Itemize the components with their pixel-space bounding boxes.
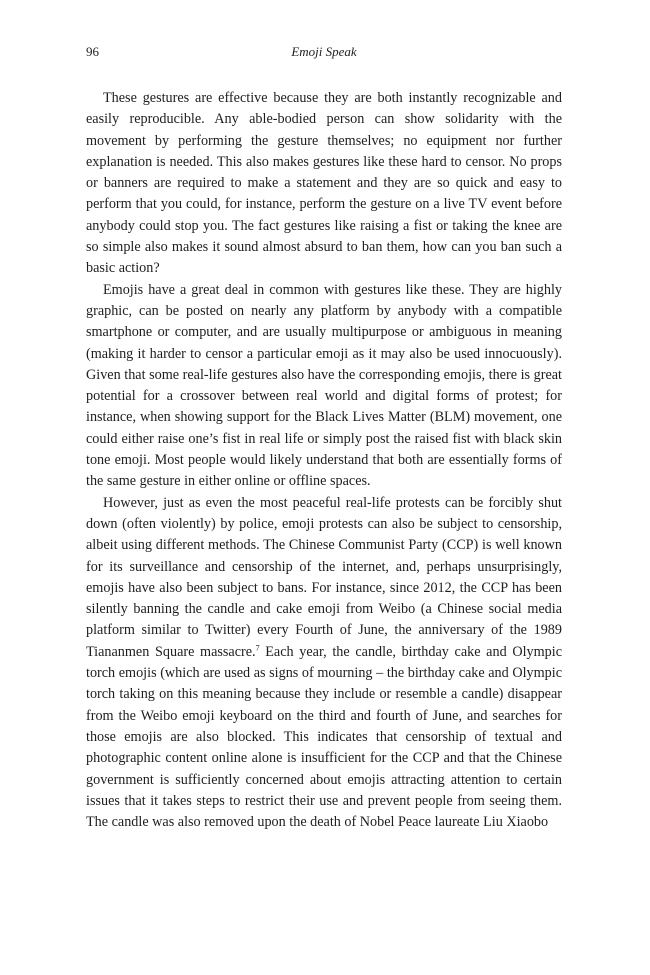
- book-title: Emoji Speak: [291, 44, 357, 59]
- paragraph-gestures: These gestures are effective because they are both instantly recognizable and easily reproducible. Any able-bodied person can show solidarity with the movement by performing the gesture themselves; no equipment nor further explanation is needed. This also makes gestures like these hard to censor. No props or banners are required to make a statement and they are so quick and easy to perform that you could, for instance, perform the gesture on a live TV event before anybody could stop you. The fact gestures like raising a fist or taking the knee are so simple also makes it sound almost absurd to ban them, how can you ban such a basic action?: [86, 90, 562, 277]
- page-number: 96: [86, 44, 99, 59]
- body-text: [86, 88, 562, 833]
- running-head: [86, 44, 562, 64]
- footnote-marker: 7: [255, 642, 260, 652]
- paragraph-text-after-note: Each year, the candle, birthday cake and Olympic torch emojis (which are used as signs of mourning – the birthday cake and Olympic torch taking on this meaning because they include or resemble a candle) disappear from the Weibo emoji keyboard on the third and fourth of June, and searches for those emojis are also blocked. This indicates that censorship of textual and photographic content online alone is insufficient for the CCP and that the Chinese government is sufficiently concerned about emojis attracting attention to certain issues that it takes steps to restrict their use and prevent people from seeing them. The candle was also removed upon the death of Nobel Peace laureate Liu Xiaobo: [86, 643, 562, 831]
- paragraph-emojis: Emojis have a great deal in common with gestures like these. They are highly graphic, can be posted on nearly any platform by anybody with a compatible smartphone or computer, and are usually multipurpose or ambiguous in meaning (making it harder to censor a particular emoji as it may also be used innocuously). Given that some real-life gestures also have the corresponding emojis, there is great potential for a crossover between real world and digital forms of protest; for instance, when showing support for the Black Lives Matter (BLM) movement, one could either raise one’s fist in real life or simply post the raised fist with black skin tone emoji. Most people would likely understand that both are essentially forms of the same gesture in either online or offline spaces.: [86, 281, 562, 490]
- paragraph-censorship: [86, 493, 562, 834]
- paragraph-text-before-note: However, just as even the most peaceful real-life protests can be forcibly shut down (often violently) by police, emoji protests can also be subject to censorship, albeit using different methods. The Chinese Communist Party (CCP) is well known for its surveillance and censorship of the internet, and, perhaps unsurprisingly, emojis have also been subject to bans. For instance, since 2012, the CCP has been silently banning the candle and cake emoji from Weibo (a Chinese social media platform similar to Twitter) every Fourth of June, the anniversary of the 1989 Tiananmen Square massacre.: [86, 494, 562, 660]
